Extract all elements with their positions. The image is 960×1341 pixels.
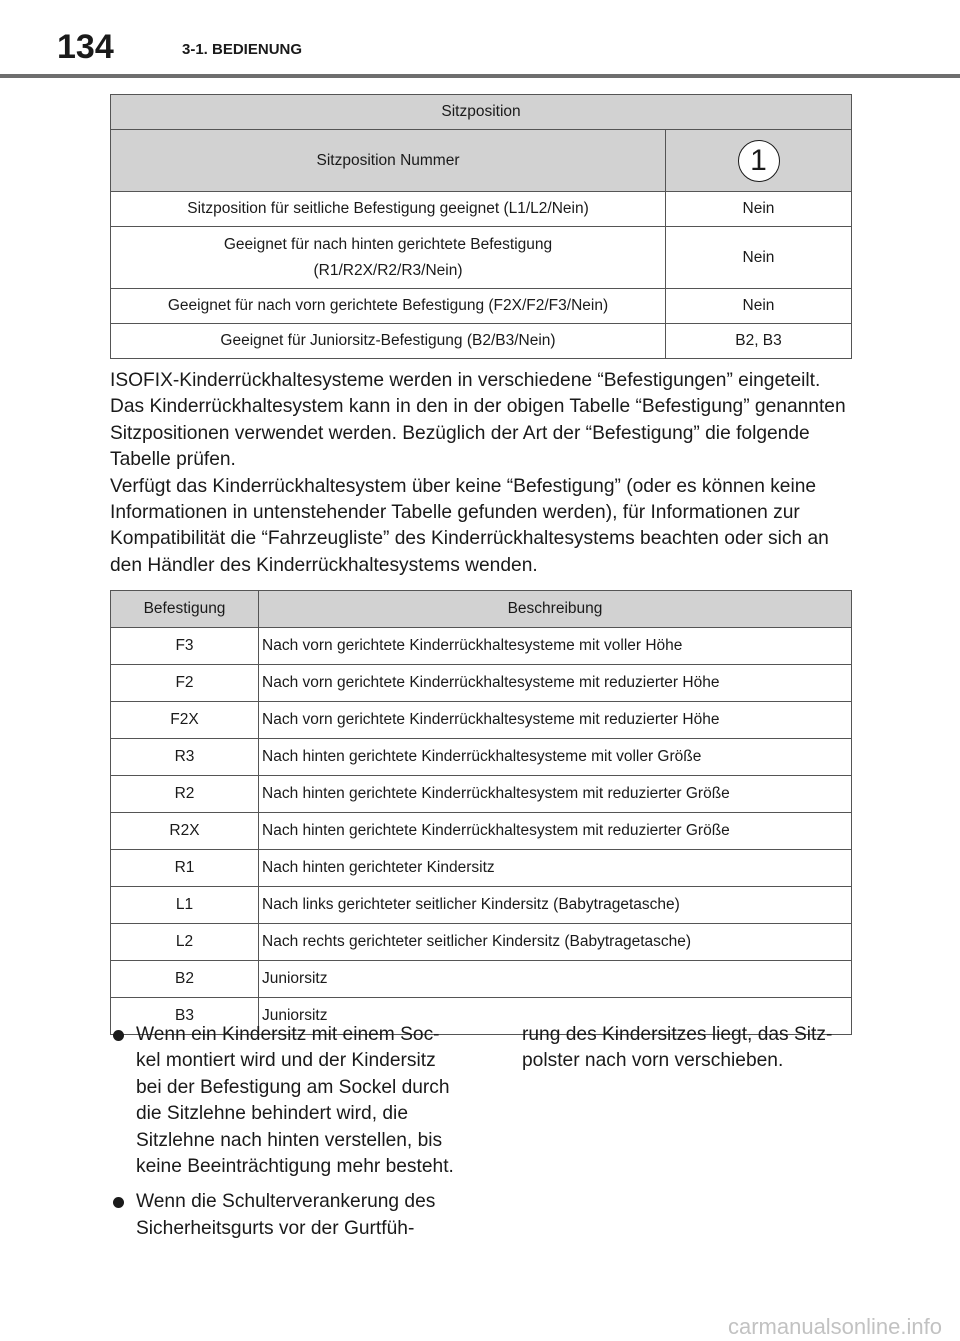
bullet-list [110,1022,460,1251]
watermark-text: carmanualsonline.info [727,1314,942,1339]
table-row [111,776,852,813]
attachment-desc: Juniorsitz [259,961,852,998]
attachment-header-code: Befestigung [111,591,259,628]
attachment-code: R2 [111,776,259,813]
attachment-code: F2X [111,702,259,739]
seat-number-circle-icon: 1 [738,140,780,182]
attachment-code: F2 [111,665,259,702]
intro-paragraph: Verfügt das Kinderrückhaltesystem über keine “Befestigung” (oder es können keine Informationen in untenstehender Tabelle gefunden werden), für Informationen zur Kompatibilität die “Fahrzeugliste” des Kinderrückhaltesystems beachten oder sich an den Händler des Kinderrückhaltesystems wenden. [110,475,829,576]
table-row [111,702,852,739]
attachment-desc: Nach rechts gerichteter seitlicher Kindersitz (Babytragetasche) [259,924,852,961]
attachment-header-desc: Beschreibung [259,591,852,628]
table-row [111,961,852,998]
attachment-code: R3 [111,739,259,776]
seat-row-label: Geeignet für nach vorn gerichtete Befestigung (F2X/F2/F3/Nein) [111,289,666,324]
attachment-code: F3 [111,628,259,665]
bullet-icon [113,1197,124,1208]
list-item [110,1189,460,1242]
attachment-desc: Juniorsitz [259,998,852,1035]
seat-table-header: Sitzposition [111,95,852,130]
attachment-desc: Nach hinten gerichtete Kinderrückhaltesysteme mit voller Größe [259,739,852,776]
table-row [111,924,852,961]
table-row [111,628,852,665]
list-item [110,1022,460,1180]
attachment-code: L1 [111,887,259,924]
attachment-desc: Nach hinten gerichtete Kinderrückhaltesystem mit reduzierter Größe [259,776,852,813]
seat-number-label: Sitzposition Nummer [111,130,666,192]
seat-row-label [111,227,666,289]
seat-row-value: B2, B3 [666,324,852,359]
attachment-desc: Nach vorn gerichtete Kinderrückhaltesysteme mit reduzierter Höhe [259,665,852,702]
attachment-desc: Nach vorn gerichtete Kinderrückhaltesysteme mit reduzierter Höhe [259,702,852,739]
bullet-text: Wenn die Schulterverankerung des Sicherheitsgurts vor der Gurtfüh- [136,1191,436,1239]
seat-row-label: Geeignet für Juniorsitz-Befestigung (B2/B3/Nein) [111,324,666,359]
chapter-title: 3-1. BEDIENUNG [182,41,303,58]
attachment-code: R1 [111,850,259,887]
seat-row-value: Nein [666,192,852,227]
table-row [111,850,852,887]
bullet-text: Wenn ein Kindersitz mit einem Soc-kel montiert wird und der Kindersitz bei der Befestigung am Sockel durch die Sitzlehne behindert wird, die Sitzlehne nach hinten verstellen, bis keine Beeinträchtigung mehr besteht. [136,1024,454,1178]
attachment-desc: Nach hinten gerichteter Kindersitz [259,850,852,887]
attachment-code: B2 [111,961,259,998]
intro-paragraph: ISOFIX-Kinderrückhaltesysteme werden in verschiedene “Befestigungen” eingeteilt. Das Kinderrückhaltesystem kann in den in der obigen Tabelle “Befestigung” genannten Sitzpositionen verwendet werden. Bezüglich der Art der “Befestigung” die folgende Tabelle prüfen. [110,370,846,471]
seat-row-value: Nein [666,227,852,289]
bullet-icon [113,1030,124,1041]
intro-text [110,368,855,579]
attachment-desc: Nach hinten gerichtete Kinderrückhaltesystem mit reduzierter Größe [259,813,852,850]
table-row [111,665,852,702]
attachment-code: B3 [111,998,259,1035]
page-number: 134 [57,28,114,66]
seat-row-label-line1: Geeignet für nach hinten gerichtete Befestigung [223,235,553,253]
attachment-desc: Nach vorn gerichtete Kinderrückhaltesysteme mit voller Höhe [259,628,852,665]
attachment-code: L2 [111,924,259,961]
seat-row-label-line2: (R1/R2X/R2/R3/Nein) [313,261,463,279]
page-header [0,0,960,78]
seat-row-value: Nein [666,289,852,324]
attachment-code: R2X [111,813,259,850]
seat-number-cell [666,130,852,192]
table-row [111,887,852,924]
table-row [111,813,852,850]
continuation-text: rung des Kindersitzes liegt, das Sitz-polster nach vorn verschieben. [522,1024,833,1072]
seat-row-label: Sitzposition für seitliche Befestigung geeignet (L1/L2/Nein) [111,192,666,227]
attachment-desc: Nach links gerichteter seitlicher Kindersitz (Babytragetasche) [259,887,852,924]
attachment-table [110,590,852,1035]
header-divider [0,74,960,78]
seat-position-table [110,94,852,359]
table-row [111,739,852,776]
